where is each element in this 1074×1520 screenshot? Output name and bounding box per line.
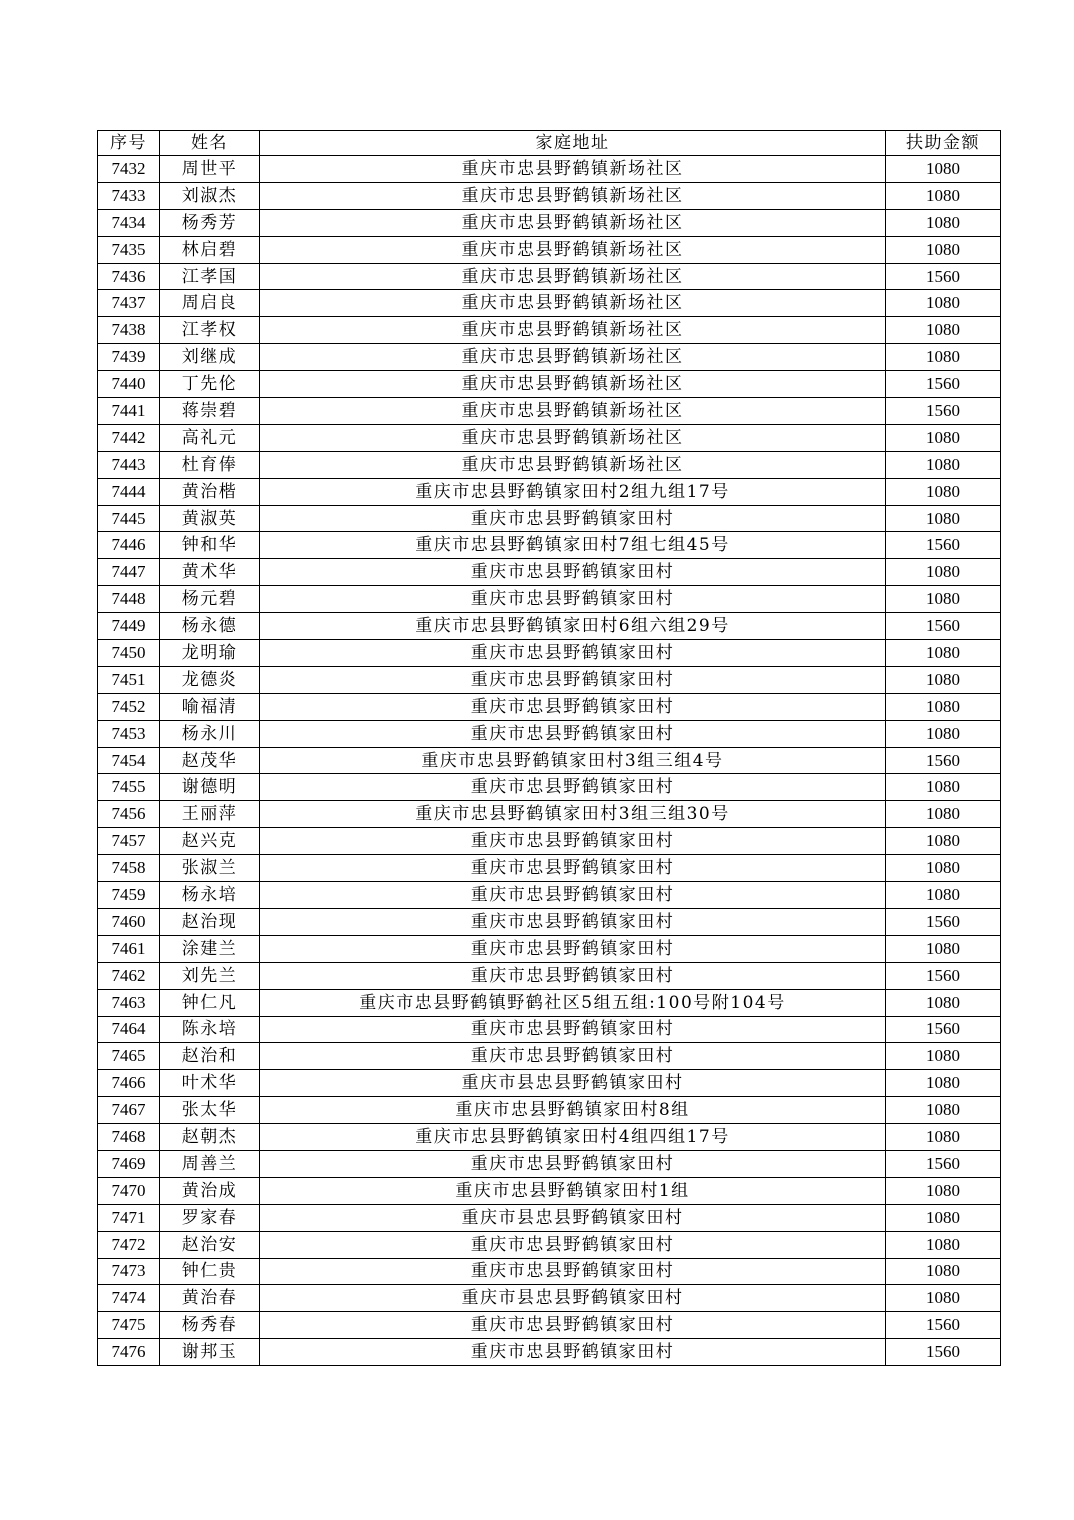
- address-cell: 重庆市忠县野鹤镇家田村: [260, 1016, 886, 1043]
- table-row: [98, 882, 1001, 909]
- table-row: [98, 371, 1001, 398]
- address-cell: 重庆市忠县野鹤镇家田村: [260, 720, 886, 747]
- name-cell: 杨元碧: [160, 586, 260, 613]
- serial-number-cell: 7433: [98, 182, 160, 209]
- amount-cell: 1080: [886, 451, 1001, 478]
- name-cell: 涂建兰: [160, 935, 260, 962]
- address-cell: 重庆市忠县野鹤镇家田村: [260, 666, 886, 693]
- address-cell: 重庆市忠县野鹤镇家田村: [260, 1231, 886, 1258]
- address-cell: 重庆市忠县野鹤镇家田村: [260, 935, 886, 962]
- header-home-address: 家庭地址: [260, 131, 886, 156]
- amount-cell: 1080: [886, 559, 1001, 586]
- table-row: [98, 855, 1001, 882]
- name-cell: 蒋崇碧: [160, 398, 260, 425]
- amount-cell: 1080: [886, 424, 1001, 451]
- name-cell: 叶术华: [160, 1070, 260, 1097]
- address-cell: 重庆市忠县野鹤镇家田村1组: [260, 1177, 886, 1204]
- serial-number-cell: 7450: [98, 640, 160, 667]
- table-row: [98, 263, 1001, 290]
- table-row: [98, 1312, 1001, 1339]
- name-cell: 杨秀芳: [160, 209, 260, 236]
- amount-cell: 1560: [886, 398, 1001, 425]
- address-cell: 重庆市忠县野鹤镇新场社区: [260, 209, 886, 236]
- name-cell: 赵茂华: [160, 747, 260, 774]
- name-cell: 黄术华: [160, 559, 260, 586]
- serial-number-cell: 7460: [98, 908, 160, 935]
- table-row: [98, 720, 1001, 747]
- table-row: [98, 613, 1001, 640]
- name-cell: 周善兰: [160, 1150, 260, 1177]
- table-row: [98, 451, 1001, 478]
- table-row: [98, 398, 1001, 425]
- address-cell: 重庆市忠县野鹤镇家田村: [260, 1312, 886, 1339]
- name-cell: 黄淑英: [160, 505, 260, 532]
- serial-number-cell: 7476: [98, 1339, 160, 1366]
- serial-number-cell: 7463: [98, 989, 160, 1016]
- amount-cell: 1080: [886, 317, 1001, 344]
- amount-cell: 1080: [886, 1043, 1001, 1070]
- name-cell: 谢德明: [160, 774, 260, 801]
- address-cell: 重庆市忠县野鹤镇新场社区: [260, 317, 886, 344]
- table-row: [98, 693, 1001, 720]
- serial-number-cell: 7468: [98, 1124, 160, 1151]
- name-cell: 杨永川: [160, 720, 260, 747]
- amount-cell: 1560: [886, 908, 1001, 935]
- amount-cell: 1080: [886, 1204, 1001, 1231]
- header-aid-amount: 扶助金额: [886, 131, 1001, 156]
- table-row: [98, 908, 1001, 935]
- name-cell: 黄治楷: [160, 478, 260, 505]
- address-cell: 重庆市忠县野鹤镇家田村: [260, 1043, 886, 1070]
- address-cell: 重庆市忠县野鹤镇家田村: [260, 962, 886, 989]
- serial-number-cell: 7454: [98, 747, 160, 774]
- table-row: [98, 1016, 1001, 1043]
- amount-cell: 1080: [886, 1258, 1001, 1285]
- name-cell: 赵朝杰: [160, 1124, 260, 1151]
- address-cell: 重庆市忠县野鹤镇家田村: [260, 586, 886, 613]
- serial-number-cell: 7432: [98, 156, 160, 183]
- serial-number-cell: 7452: [98, 693, 160, 720]
- serial-number-cell: 7440: [98, 371, 160, 398]
- serial-number-cell: 7470: [98, 1177, 160, 1204]
- address-cell: 重庆市忠县野鹤镇新场社区: [260, 371, 886, 398]
- amount-cell: 1560: [886, 613, 1001, 640]
- amount-cell: 1080: [886, 156, 1001, 183]
- amount-cell: 1560: [886, 1016, 1001, 1043]
- serial-number-cell: 7437: [98, 290, 160, 317]
- serial-number-cell: 7459: [98, 882, 160, 909]
- amount-cell: 1560: [886, 371, 1001, 398]
- table-row: [98, 424, 1001, 451]
- amount-cell: 1560: [886, 1339, 1001, 1366]
- address-cell: 重庆市忠县野鹤镇家田村3组三组4号: [260, 747, 886, 774]
- address-cell: 重庆市忠县野鹤镇新场社区: [260, 424, 886, 451]
- name-cell: 陈永培: [160, 1016, 260, 1043]
- serial-number-cell: 7473: [98, 1258, 160, 1285]
- table-row: [98, 559, 1001, 586]
- serial-number-cell: 7449: [98, 613, 160, 640]
- serial-number-cell: 7436: [98, 263, 160, 290]
- table-row: [98, 478, 1001, 505]
- address-cell: 重庆市忠县野鹤镇家田村7组七组45号: [260, 532, 886, 559]
- address-cell: 重庆市忠县野鹤镇野鹤社区5组五组:100号附104号: [260, 989, 886, 1016]
- serial-number-cell: 7453: [98, 720, 160, 747]
- amount-cell: 1080: [886, 640, 1001, 667]
- table-row: [98, 156, 1001, 183]
- amount-cell: 1560: [886, 747, 1001, 774]
- address-cell: 重庆市忠县野鹤镇家田村: [260, 693, 886, 720]
- address-cell: 重庆市忠县野鹤镇家田村: [260, 882, 886, 909]
- name-cell: 杨秀春: [160, 1312, 260, 1339]
- name-cell: 钟仁凡: [160, 989, 260, 1016]
- address-cell: 重庆市忠县野鹤镇新场社区: [260, 263, 886, 290]
- table-row: [98, 209, 1001, 236]
- name-cell: 刘继成: [160, 344, 260, 371]
- name-cell: 赵兴克: [160, 828, 260, 855]
- name-cell: 张太华: [160, 1097, 260, 1124]
- address-cell: 重庆市忠县野鹤镇家田村: [260, 640, 886, 667]
- address-cell: 重庆市忠县野鹤镇新场社区: [260, 236, 886, 263]
- amount-cell: 1080: [886, 828, 1001, 855]
- name-cell: 杜育俸: [160, 451, 260, 478]
- table-row: [98, 1097, 1001, 1124]
- table-row: [98, 962, 1001, 989]
- name-cell: 龙德炎: [160, 666, 260, 693]
- table-row: [98, 1285, 1001, 1312]
- table-row: [98, 774, 1001, 801]
- name-cell: 钟和华: [160, 532, 260, 559]
- amount-cell: 1080: [886, 1285, 1001, 1312]
- table-row: [98, 505, 1001, 532]
- table-row: [98, 989, 1001, 1016]
- name-cell: 赵治和: [160, 1043, 260, 1070]
- address-cell: 重庆市忠县野鹤镇新场社区: [260, 398, 886, 425]
- address-cell: 重庆市忠县野鹤镇家田村: [260, 1150, 886, 1177]
- name-cell: 钟仁贵: [160, 1258, 260, 1285]
- name-cell: 赵治安: [160, 1231, 260, 1258]
- name-cell: 黄治春: [160, 1285, 260, 1312]
- amount-cell: 1080: [886, 344, 1001, 371]
- table-row: [98, 1204, 1001, 1231]
- table-row: [98, 1124, 1001, 1151]
- name-cell: 丁先伦: [160, 371, 260, 398]
- amount-cell: 1080: [886, 1070, 1001, 1097]
- amount-cell: 1080: [886, 1177, 1001, 1204]
- serial-number-cell: 7455: [98, 774, 160, 801]
- table-row: [98, 586, 1001, 613]
- table-row: [98, 935, 1001, 962]
- table-row: [98, 344, 1001, 371]
- table-row: [98, 1177, 1001, 1204]
- serial-number-cell: 7461: [98, 935, 160, 962]
- serial-number-cell: 7444: [98, 478, 160, 505]
- name-cell: 罗家春: [160, 1204, 260, 1231]
- amount-cell: 1080: [886, 1124, 1001, 1151]
- serial-number-cell: 7435: [98, 236, 160, 263]
- table-row: [98, 747, 1001, 774]
- table-row: [98, 1043, 1001, 1070]
- table-row: [98, 666, 1001, 693]
- address-cell: 重庆市县忠县野鹤镇家田村: [260, 1285, 886, 1312]
- address-cell: 重庆市忠县野鹤镇家田村: [260, 559, 886, 586]
- serial-number-cell: 7471: [98, 1204, 160, 1231]
- serial-number-cell: 7458: [98, 855, 160, 882]
- amount-cell: 1080: [886, 801, 1001, 828]
- serial-number-cell: 7447: [98, 559, 160, 586]
- amount-cell: 1080: [886, 290, 1001, 317]
- name-cell: 刘淑杰: [160, 182, 260, 209]
- address-cell: 重庆市忠县野鹤镇家田村: [260, 1339, 886, 1366]
- name-cell: 张淑兰: [160, 855, 260, 882]
- serial-number-cell: 7448: [98, 586, 160, 613]
- header-name: 姓名: [160, 131, 260, 156]
- address-cell: 重庆市忠县野鹤镇家田村6组六组29号: [260, 613, 886, 640]
- serial-number-cell: 7439: [98, 344, 160, 371]
- name-cell: 王丽萍: [160, 801, 260, 828]
- serial-number-cell: 7451: [98, 666, 160, 693]
- name-cell: 谢邦玉: [160, 1339, 260, 1366]
- address-cell: 重庆市忠县野鹤镇新场社区: [260, 156, 886, 183]
- table-row: [98, 317, 1001, 344]
- name-cell: 周启良: [160, 290, 260, 317]
- serial-number-cell: 7457: [98, 828, 160, 855]
- name-cell: 刘先兰: [160, 962, 260, 989]
- table-row: [98, 801, 1001, 828]
- amount-cell: 1560: [886, 962, 1001, 989]
- amount-cell: 1080: [886, 666, 1001, 693]
- serial-number-cell: 7464: [98, 1016, 160, 1043]
- address-cell: 重庆市忠县野鹤镇新场社区: [260, 344, 886, 371]
- table-row: [98, 828, 1001, 855]
- amount-cell: 1560: [886, 263, 1001, 290]
- amount-cell: 1080: [886, 478, 1001, 505]
- serial-number-cell: 7467: [98, 1097, 160, 1124]
- address-cell: 重庆市忠县野鹤镇家田村2组九组17号: [260, 478, 886, 505]
- table-row: [98, 1150, 1001, 1177]
- amount-cell: 1080: [886, 182, 1001, 209]
- serial-number-cell: 7438: [98, 317, 160, 344]
- serial-number-cell: 7443: [98, 451, 160, 478]
- serial-number-cell: 7445: [98, 505, 160, 532]
- serial-number-cell: 7462: [98, 962, 160, 989]
- address-cell: 重庆市忠县野鹤镇家田村: [260, 1258, 886, 1285]
- name-cell: 江孝国: [160, 263, 260, 290]
- serial-number-cell: 7456: [98, 801, 160, 828]
- table-row: [98, 1231, 1001, 1258]
- address-cell: 重庆市县忠县野鹤镇家田村: [260, 1204, 886, 1231]
- amount-cell: 1080: [886, 855, 1001, 882]
- address-cell: 重庆市忠县野鹤镇家田村: [260, 774, 886, 801]
- table-row: [98, 182, 1001, 209]
- serial-number-cell: 7466: [98, 1070, 160, 1097]
- address-cell: 重庆市忠县野鹤镇家田村: [260, 828, 886, 855]
- amount-cell: 1080: [886, 1231, 1001, 1258]
- serial-number-cell: 7442: [98, 424, 160, 451]
- address-cell: 重庆市忠县野鹤镇家田村4组四组17号: [260, 1124, 886, 1151]
- amount-cell: 1080: [886, 774, 1001, 801]
- name-cell: 周世平: [160, 156, 260, 183]
- serial-number-cell: 7441: [98, 398, 160, 425]
- amount-cell: 1560: [886, 1312, 1001, 1339]
- amount-cell: 1080: [886, 720, 1001, 747]
- serial-number-cell: 7474: [98, 1285, 160, 1312]
- serial-number-cell: 7475: [98, 1312, 160, 1339]
- serial-number-cell: 7465: [98, 1043, 160, 1070]
- name-cell: 黄治成: [160, 1177, 260, 1204]
- amount-cell: 1080: [886, 935, 1001, 962]
- address-cell: 重庆市忠县野鹤镇新场社区: [260, 290, 886, 317]
- table-row: [98, 236, 1001, 263]
- table-row: [98, 290, 1001, 317]
- name-cell: 杨永培: [160, 882, 260, 909]
- amount-cell: 1560: [886, 1150, 1001, 1177]
- serial-number-cell: 7446: [98, 532, 160, 559]
- amount-cell: 1080: [886, 989, 1001, 1016]
- address-cell: 重庆市忠县野鹤镇家田村: [260, 855, 886, 882]
- serial-number-cell: 7472: [98, 1231, 160, 1258]
- name-cell: 喻福清: [160, 693, 260, 720]
- amount-cell: 1080: [886, 1097, 1001, 1124]
- name-cell: 江孝权: [160, 317, 260, 344]
- address-cell: 重庆市忠县野鹤镇新场社区: [260, 182, 886, 209]
- name-cell: 高礼元: [160, 424, 260, 451]
- name-cell: 赵治现: [160, 908, 260, 935]
- address-cell: 重庆市县忠县野鹤镇家田村: [260, 1070, 886, 1097]
- address-cell: 重庆市忠县野鹤镇家田村8组: [260, 1097, 886, 1124]
- header-serial-number: 序号: [98, 131, 160, 156]
- address-cell: 重庆市忠县野鹤镇家田村: [260, 908, 886, 935]
- address-cell: 重庆市忠县野鹤镇家田村3组三组30号: [260, 801, 886, 828]
- table-row: [98, 1339, 1001, 1366]
- table-row: [98, 1070, 1001, 1097]
- amount-cell: 1080: [886, 236, 1001, 263]
- amount-cell: 1080: [886, 209, 1001, 236]
- amount-cell: 1080: [886, 586, 1001, 613]
- amount-cell: 1080: [886, 505, 1001, 532]
- serial-number-cell: 7434: [98, 209, 160, 236]
- table-row: [98, 532, 1001, 559]
- amount-cell: 1080: [886, 693, 1001, 720]
- address-cell: 重庆市忠县野鹤镇家田村: [260, 505, 886, 532]
- table-row: [98, 1258, 1001, 1285]
- amount-cell: 1560: [886, 532, 1001, 559]
- aid-recipients-table: [97, 130, 1001, 1366]
- table-row: [98, 640, 1001, 667]
- name-cell: 龙明瑜: [160, 640, 260, 667]
- amount-cell: 1080: [886, 882, 1001, 909]
- name-cell: 杨永德: [160, 613, 260, 640]
- address-cell: 重庆市忠县野鹤镇新场社区: [260, 451, 886, 478]
- name-cell: 林启碧: [160, 236, 260, 263]
- serial-number-cell: 7469: [98, 1150, 160, 1177]
- table-header-row: [98, 131, 1001, 156]
